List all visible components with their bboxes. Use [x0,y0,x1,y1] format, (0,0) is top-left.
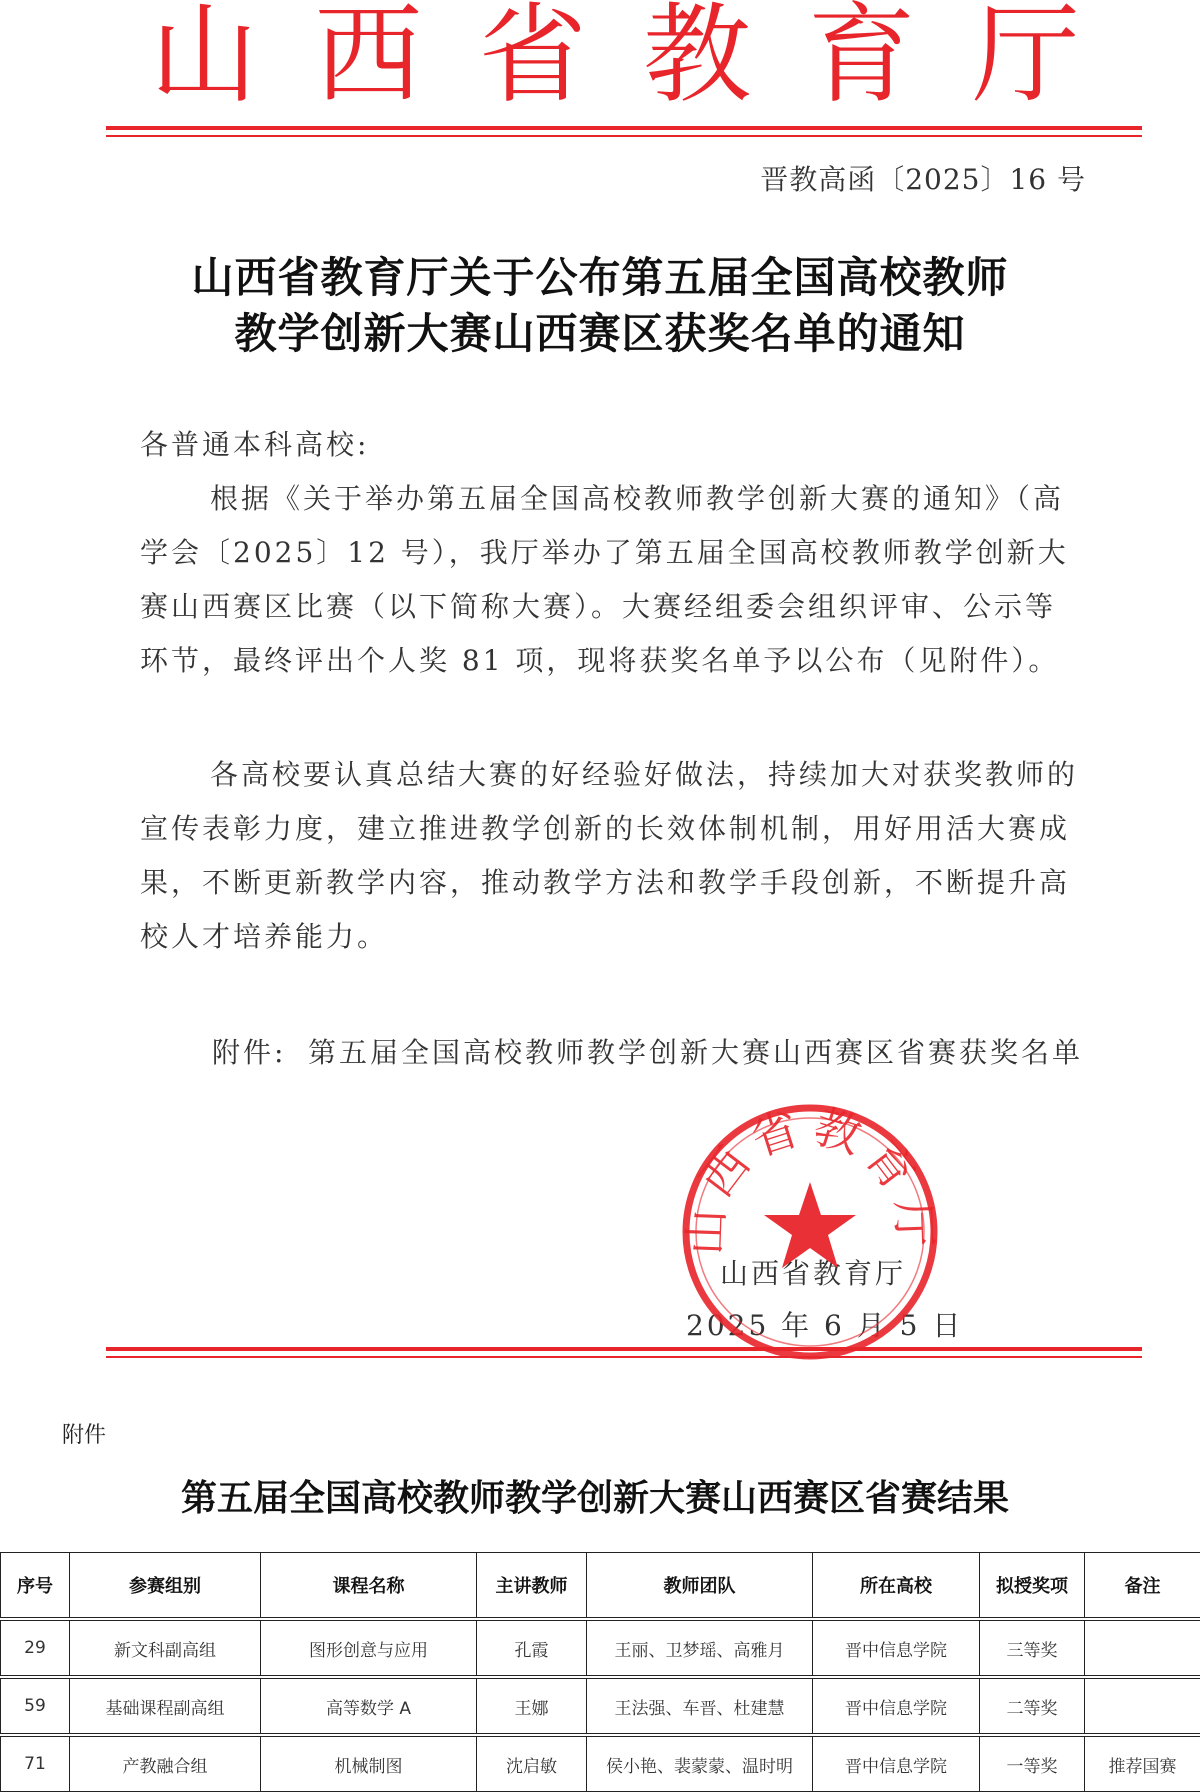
signature-date: 2025 年 6 月 5 日 [686,1304,963,1344]
masthead-rule-thick [106,126,1142,130]
table-cell: 图形创意与应用 [261,1619,477,1677]
signature-org: 山西省教育厅 [720,1252,906,1292]
table-cell: 二等奖 [980,1677,1085,1735]
document-number: 晋教高函〔2025〕16 号 [760,158,1086,198]
star-icon [764,1182,856,1268]
table-cell: 王娜 [477,1677,587,1735]
table-cell: 基础课程副高组 [70,1677,261,1735]
document-title-line1: 山西省教育厅关于公布第五届全国高校教师 [0,250,1200,306]
attachment-label: 附件: [212,1026,286,1080]
masthead [150,0,1080,112]
body-paragraph-2: 各高校要认真总结大赛的好经验好做法，持续加大对获奖教师的宣传表彰力度，建立推进教学创新的长效体制机制，用好用活大赛成果，不断更新教学内容，推动教学方法和教学手段创新，不断提升高校人才培养能力。 [140,748,1084,964]
masthead-char: 厅 [972,2,1080,110]
column-header: 教师团队 [587,1553,813,1620]
official-seal [676,1098,944,1366]
table-row [1,1677,1200,1735]
table-cell: 29 [1,1619,70,1677]
attachment-text: 第五届全国高校教师教学创新大赛山西赛区省赛获奖名单 [308,1026,1088,1080]
masthead-char: 教 [643,2,751,110]
footer-rule-thick [106,1347,1142,1351]
table-cell: 机械制图 [261,1735,477,1792]
column-header: 所在高校 [813,1553,980,1620]
masthead-char: 省 [479,2,587,110]
column-header: 拟授奖项 [980,1553,1085,1620]
seal-text: 山西省教育厅 [678,1099,942,1256]
table-cell: 王丽、卫梦瑶、高雅月 [587,1619,813,1677]
table-cell: 侯小艳、裴蒙蒙、温时明 [587,1735,813,1792]
table-cell [1085,1677,1200,1735]
table-cell: 高等数学 A [261,1677,477,1735]
table-cell: 新文科副高组 [70,1619,261,1677]
table-cell: 沈启敏 [477,1735,587,1792]
salutation: 各普通本科高校: [140,418,1084,472]
masthead-rule-thin [106,135,1142,137]
table-cell: 孔霞 [477,1619,587,1677]
results-table [0,1552,1200,1792]
table-cell [1085,1619,1200,1677]
document-title-line2: 教学创新大赛山西赛区获奖名单的通知 [0,306,1200,362]
annex-title: 第五届全国高校教师教学创新大赛山西赛区省赛结果 [0,1470,1190,1521]
table-cell: 三等奖 [980,1619,1085,1677]
column-header: 备注 [1085,1553,1200,1620]
table-cell: 晋中信息学院 [813,1619,980,1677]
table-cell: 王法强、车晋、杜建慧 [587,1677,813,1735]
table-cell: 71 [1,1735,70,1792]
table-cell: 推荐国赛 [1085,1735,1200,1792]
column-header: 主讲教师 [477,1553,587,1620]
footer-rule-thin [106,1356,1142,1358]
table-cell: 晋中信息学院 [813,1735,980,1792]
masthead-char: 山 [150,2,258,110]
column-header: 课程名称 [261,1553,477,1620]
body-paragraph-1: 根据《关于举办第五届全国高校教师教学创新大赛的通知》（高学会〔2025〕12 号），我厅举办了第五届全国高校教师教学创新大赛山西赛区比赛（以下简称大赛）。大赛经组委会组织评审、公示等环节，最终评出个人奖 81 项，现将获奖名单予以公布（见附件）。 [140,472,1084,688]
masthead-char: 西 [314,2,422,110]
table-cell: 产教融合组 [70,1735,261,1792]
table-cell: 59 [1,1677,70,1735]
table-cell: 一等奖 [980,1735,1085,1792]
annex-label: 附件 [62,1418,106,1449]
table-row [1,1619,1200,1677]
masthead-char: 育 [808,2,916,110]
table-row [1,1735,1200,1792]
column-header: 参赛组别 [70,1553,261,1620]
column-header: 序号 [1,1553,70,1620]
table-cell: 晋中信息学院 [813,1677,980,1735]
table-header-row [1,1553,1200,1620]
